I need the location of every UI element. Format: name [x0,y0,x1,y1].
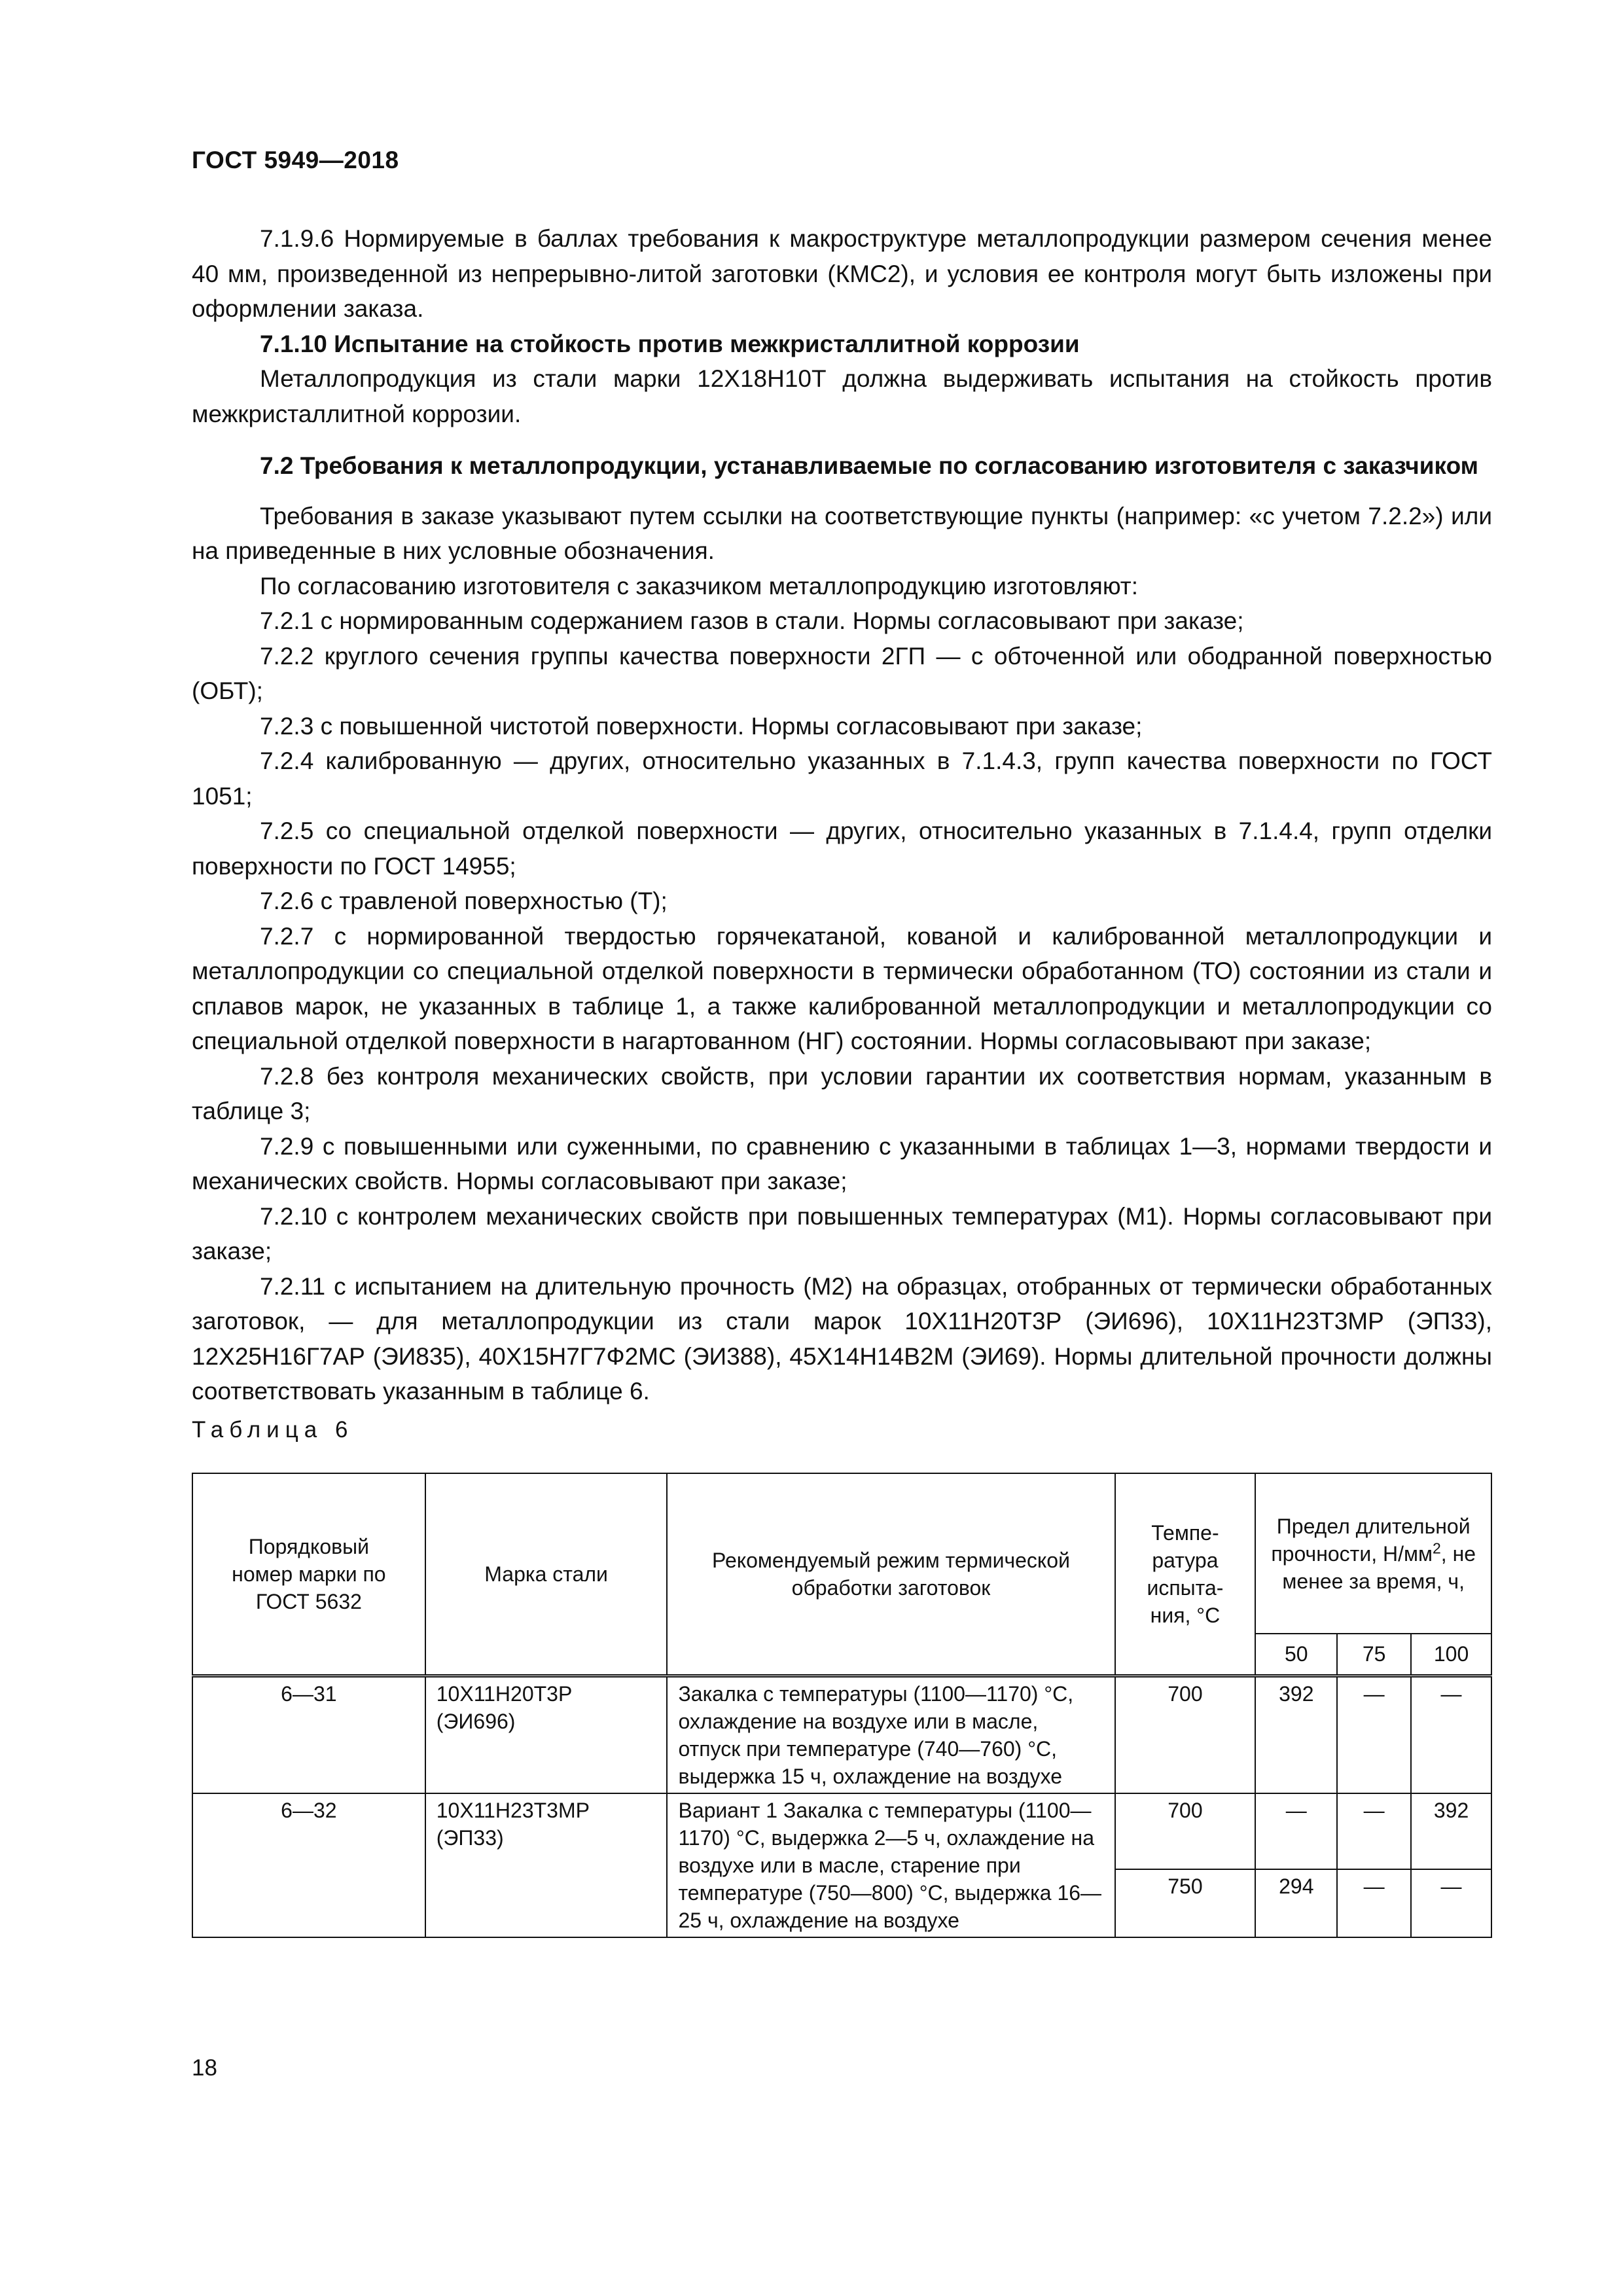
cell-grade-number: 6—32 [192,1793,425,1937]
paragraph-7-2-5: 7.2.5 со специальной отделкой поверхности — других, относительно указанных в 7.1.4.4, групп отделки поверхности по ГОСТ 14955; [192,817,1492,880]
cell-test-temperature: 700 [1115,1676,1256,1793]
paragraph-7-2-intro: Требования в заказе указывают путем ссылки на соответствующие пункты (например: «с учетом 7.2.2») или на приведенные в них условные обозначения. [192,502,1492,564]
header-grade-number: Порядковый номер марки по ГОСТ 5632 [192,1473,425,1676]
paragraph-7-2-list-intro: По согласованию изготовителя с заказчиком металлопродукцию изготовляют: [260,572,1138,600]
cell-test-temperature: 700 [1115,1793,1256,1869]
heading-7-1-10: 7.1.10 Испытание на стойкость против межкристаллитной коррозии [260,330,1080,357]
heading-7-2: 7.2 Требования к металлопродукции, устанавливаемые по согласованию изготовителя с заказчиком [260,452,1479,479]
paragraph-7-2-1: 7.2.1 с нормированным содержанием газов в стали. Нормы согласовывают при заказе; [260,607,1244,634]
paragraph-7-2-6: 7.2.6 с травленой поверхностью (Т); [260,888,668,914]
header-long-term-strength-tail: , не менее за время, ч, [1282,1541,1476,1593]
cell-test-temperature: 750 [1115,1869,1256,1937]
cell-value-100: — [1411,1869,1491,1937]
paragraph-7-2-2: 7.2.2 круглого сечения группы качества поверхности 2ГП — с обточенной или ободранной поверхностью (ОБТ); [192,642,1492,704]
paragraph-7-2-4: 7.2.4 калиброванную — других, относительно указанных в 7.1.4.3, групп качества поверхности по ГОСТ 1051; [192,747,1492,810]
cell-value-100: — [1411,1676,1491,1793]
header-long-term-strength [1255,1473,1491,1634]
paragraph-7-2-9: 7.2.9 с повышенными или суженными, по сравнению с указанными в таблицах 1—3, нормами твердости и механических свойств. Нормы согласовывают при заказе; [192,1132,1492,1194]
table-6 [192,1473,1492,1938]
table-row [192,1793,1491,1869]
header-time-50: 50 [1255,1634,1337,1676]
cell-grade-number: 6—31 [192,1676,425,1793]
cell-heat-treatment: Закалка с температуры (1100—1170) °С, охлаждение на воздухе или в масле, отпуск при температуре (740—760) °С, выдержка 15 ч, охлаждение на воздухе [667,1676,1115,1793]
header-steel-grade: Марка стали [425,1473,668,1676]
paragraph-7-1-10: Металлопродукция из стали марки 12Х18Н10Т должна выдерживать испытания на стойкость против межкристаллитной коррозии. [192,365,1492,427]
header-heat-treatment: Рекомендуемый режим термической обработки заготовок [667,1473,1115,1676]
cell-value-75: — [1337,1793,1411,1869]
cell-value-75: — [1337,1869,1411,1937]
header-test-temperature: Темпе-ратура испыта-ния, °С [1115,1473,1256,1676]
paragraph-7-2-8: 7.2.8 без контроля механических свойств, при условии гарантии их соответствия нормам, указанным в таблице 3; [192,1062,1492,1124]
cell-heat-treatment: Вариант 1 Закалка с температуры (1100—1170) °С, выдержка 2—5 ч, охлаждение на воздухе или в масле, старение при температуре (750—800) °С, выдержка 16—25 ч, охлаждение на воздухе [667,1793,1115,1937]
page-number: 18 [192,2055,217,2081]
cell-value-100: 392 [1411,1793,1491,1869]
document-header: ГОСТ 5949—2018 [192,147,399,173]
paragraph-7-2-10: 7.2.10 с контролем механических свойств при повышенных температурах (М1). Нормы согласовывают при заказе; [192,1202,1492,1265]
header-time-100: 100 [1411,1634,1491,1676]
header-long-term-strength-text: Предел длительной прочности, Н/мм [1271,1514,1471,1566]
document-body [192,221,1492,1409]
table-caption: Таблица 6 [192,1417,354,1443]
paragraph-7-2-3: 7.2.3 с повышенной чистотой поверхности. Нормы согласовывают при заказе; [260,712,1143,740]
cell-value-50: 392 [1255,1676,1337,1793]
cell-value-75: — [1337,1676,1411,1793]
cell-steel-grade: 10Х11Н20Т3Р (ЭИ696) [425,1676,668,1793]
cell-steel-grade: 10Х11Н23Т3МР (ЭП33) [425,1793,668,1937]
paragraph-7-1-9-6: 7.1.9.6 Нормируемые в баллах требования к макроструктуре металлопродукции размером сечения менее 40 мм, произведенной из непрерывно-литой заготовки (КМС2), и условия ее контроля могут быть изложены при оформлении заказа. [192,225,1492,322]
header-unit-superscript: 2 [1432,1539,1441,1556]
paragraph-7-2-7: 7.2.7 с нормированной твердостью горячекатаной, кованой и калиброванной металлопродукции и металлопродукции со специальной отделкой поверхности в термически обработанном (ТО) состоянии из стали и сплавов марок, не указанных в таблице 1, а также калиброванной металлопродукции и металлопродукции со специальной отделкой поверхности в нагартованном (НГ) состоянии. Нормы согласовывают при заказе; [192,922,1492,1054]
cell-value-50: — [1255,1793,1337,1869]
paragraph-7-2-11: 7.2.11 с испытанием на длительную прочность (М2) на образцах, отобранных от термически обработанных заготовок, — для металлопродукции из стали марок 10Х11Н20Т3Р (ЭИ696), 10Х11Н23Т3МР (ЭП33), 12Х25Н16Г7АР (ЭИ835), 40Х15Н7Г7Ф2МС (ЭИ388), 45Х14Н14В2М (ЭИ69). Нормы длительной прочности должны соответствовать указанным в таблице 6. [192,1272,1492,1405]
cell-value-50: 294 [1255,1869,1337,1937]
table-row [192,1676,1491,1793]
header-time-75: 75 [1337,1634,1411,1676]
